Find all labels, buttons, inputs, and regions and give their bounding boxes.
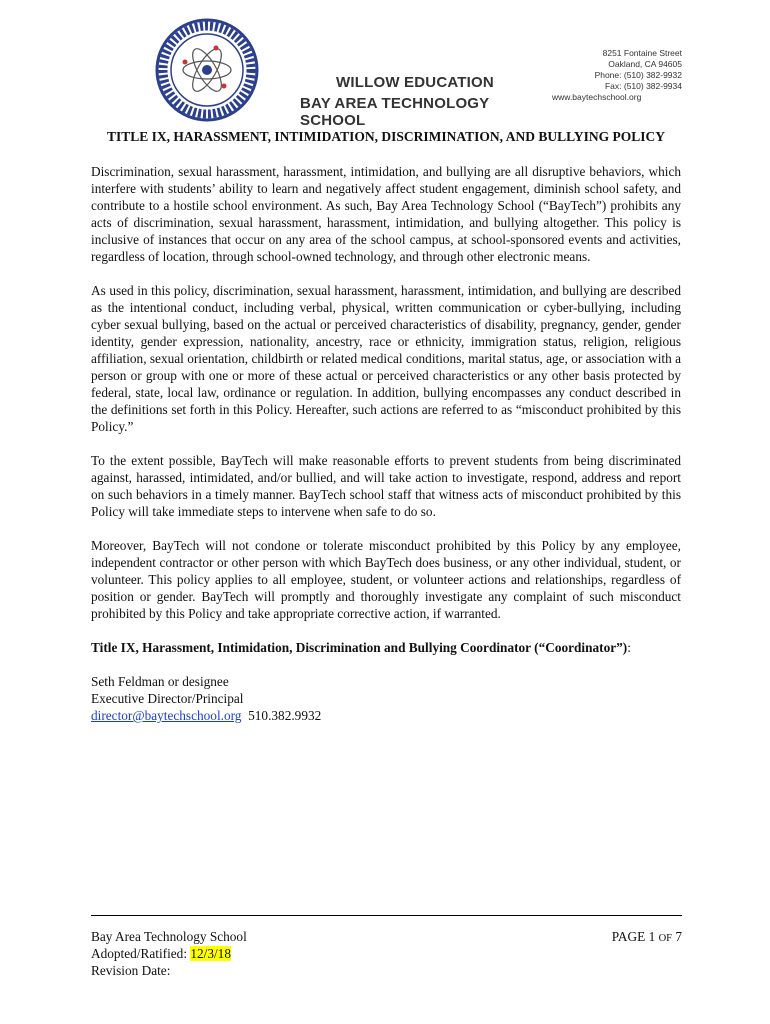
footer-info [91, 928, 247, 979]
coordinator-heading-text: Title IX, Harassment, Intimidation, Discrimination and Bullying Coordinator (“Coordinator”) [91, 640, 628, 655]
paragraph-scope: Moreover, BayTech will not condone or tolerate misconduct prohibited by this Policy by any employee, independent contractor or other person with which BayTech does business, or any other individual, student, or volunteer. This policy applies to all employee, student, or volunteer actions and relationships, regardless of position or gender. BayTech will promptly and thoroughly investigate any complaint of such misconduct prohibited by this Policy and take appropriate corrective action, if warranted. [91, 538, 681, 621]
footer-adopted [91, 945, 247, 962]
address-website: www.baytechschool.org [552, 92, 642, 102]
paragraph-definitions: As used in this policy, discrimination, sexual harassment, harassment, intimidation, and bullying are described as the intentional conduct, including verbal, physical, written communication or cyber-bullying, including cyber sexual bullying, based on the actual or perceived characteristics of disability, pregnancy, gender, gender identity, gender expression, nationality, ancestry, race or ethnicity, immigration status, religion, religious affiliation, sexual orientation, childbirth or related medical conditions, marital status, age, or association with a person or group with one or more of these actual or perceived characteristics or any other basis protected by federal, state, local law, ordinance or regulation. In addition, bullying encompasses any conduct described in the definitions set forth in this Policy. Hereafter, such actions are referred to as “misconduct prohibited by this Policy.” [91, 283, 681, 434]
school-seal-icon [150, 18, 264, 122]
organization-names [300, 74, 530, 129]
org-name-willow: WILLOW EDUCATION [336, 74, 494, 91]
page-total: 7 [675, 929, 682, 944]
address-city: Oakland, CA 94605 [608, 59, 682, 69]
coordinator-email-link[interactable]: director@baytechschool.org [91, 708, 242, 723]
address-street: 8251 Fontaine Street [602, 48, 682, 58]
coordinator-heading [91, 639, 681, 656]
letterhead [0, 0, 770, 129]
coordinator-phone: 510.382.9932 [248, 708, 322, 723]
paragraph-purpose: Discrimination, sexual harassment, harassment, intimidation, and bullying are all disruptive behaviors, which interfere with students’ ability to learn and negatively affect student engagement, diminish school safety, and contribute to a hostile school environment. As such, Bay Area Technology School (“BayTech”) prohibits any acts of discrimination, sexual harassment, harassment, intimidation, and bullying altogether. This policy is inclusive of instances that occur on any area of the school campus, at school-sponsored events and activities, regardless of location, through school-owned technology, and through other electronic means. [91, 164, 681, 264]
footer-adopted-label: Adopted/Ratified: [91, 946, 188, 961]
page-number [612, 928, 682, 947]
footer-revision-label: Revision Date: [91, 963, 171, 978]
footer-school-name: Bay Area Technology School [91, 929, 247, 944]
page-title: TITLE IX, HARASSMENT, INTIMIDATION, DISCRIMINATION, AND BULLYING POLICY [107, 129, 665, 144]
policy-body [91, 128, 681, 724]
footer-adopted-date: 12/3/18 [190, 946, 231, 961]
coordinator-role: Executive Director/Principal [91, 691, 244, 706]
coordinator-heading-colon: : [627, 640, 631, 655]
school-address-block [552, 48, 682, 103]
paragraph-prevention: To the extent possible, BayTech will make reasonable efforts to prevent students from being discriminated against, harassed, intimidated, and/or bullied, and will take action to investigate, respond, address and report on such behaviors in a timely manner. BayTech school staff that witness acts of misconduct prohibited by this Policy will take immediate steps to intervene when safe to do so. [91, 453, 681, 519]
address-phone: Phone: (510) 382-9932 [594, 70, 682, 80]
coordinator-name: Seth Feldman or designee [91, 674, 229, 689]
org-name-baytech: BAY AREA TECHNOLOGY SCHOOL [300, 95, 490, 129]
coordinator-contact-line [91, 707, 681, 724]
page-of-word: OF [658, 933, 673, 944]
page-word: PAGE [611, 929, 646, 944]
footer-divider [91, 915, 682, 916]
address-fax: Fax: (510) 382-9934 [604, 81, 682, 91]
coordinator-contact [91, 673, 681, 724]
page-current: 1 [648, 929, 656, 944]
